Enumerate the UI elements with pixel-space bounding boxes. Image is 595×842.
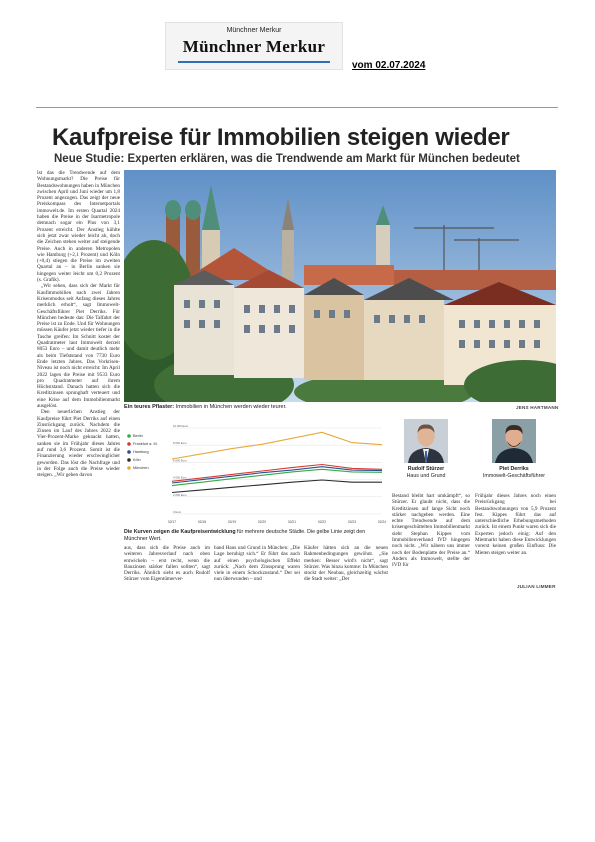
munich-skyline-photo (124, 170, 556, 402)
chart-y-tick-label: 0 Euro (173, 510, 182, 514)
paragraph: band Haus und Grund in München: „Die Lage beruhigt sich.“ Er führt das auch auf einen psychologischen Effekt zurück: „Nach dem Zinssprung waren viele in einem Schockzustand.“ Der sei nun überwunden – und (214, 545, 300, 583)
article-headline: Kaufpreise für Immobilien steigen wieder (52, 124, 510, 151)
chart-x-tick-label: 02/18 (198, 520, 206, 524)
chart-legend-label: Frankfurt a. M. (133, 442, 158, 447)
photo-credit: JENS HARTMANN (516, 405, 559, 410)
price-chart-svg (124, 420, 388, 526)
chart-legend-label: Berlin (133, 434, 143, 439)
chart-legend-marker (127, 466, 131, 470)
photo-caption (124, 404, 454, 410)
chart-legend-marker (127, 442, 131, 446)
chart-x-tick-label: 02/17 (168, 520, 176, 524)
masthead-logo (165, 22, 343, 70)
masthead-underline (178, 61, 330, 63)
person-name: Piet Derriks (499, 466, 529, 472)
chart-y-tick-label: 6.000 Euro (173, 458, 187, 463)
article-column-1 (37, 170, 120, 595)
article-column-6 (475, 493, 556, 556)
chart-legend-marker (127, 434, 131, 438)
masthead-title: Münchner Merkur (182, 37, 326, 56)
chart-y-tick-label: 10.000 Euro (173, 424, 189, 428)
article-column-5 (392, 493, 470, 569)
paragraph: Frühjahr dieses Jahres noch einen Preisrückgang bei Bestandswohnungen von 5,9 Prozent fest. Kippes führt das auf unterschiedliche Erhebungsmethoden zurück. Ist einem Punkt waren sich die Experten jedoch einig: Auf den Mietmarkt haben diese Entwicklungen vorerst keinen großen Einfluss: Die Mieten steigen weiter an. (475, 493, 556, 556)
chart-x-tick-label: 02/24 (378, 520, 386, 524)
article-subheadline: Neue Studie: Experten erklären, was die Trendwende am Markt für München bedeutet (54, 153, 520, 165)
person-name: Rudolf Stürzer (407, 466, 445, 472)
portrait-rudolf-stuerzer (404, 419, 448, 463)
chart-legend-label: Hamburg (133, 450, 149, 455)
chart-caption-text: für mehrere deutsche Städte. Die gelbe Linie zeigt den Münchner Wert. (124, 529, 366, 542)
chart-x-tick-label: 02/20 (258, 520, 266, 524)
issue-date: vom 02.07.2024 (352, 60, 426, 71)
chart-series-line (172, 465, 382, 482)
person-role: Immowelt-Geschäftsführer (482, 473, 546, 479)
portrait-piet-derriks (492, 419, 536, 463)
paragraph: Ist das die Trendwende auf dem Wohnungsmarkt? Die Preise für Bestandswohnungen haben in München zwischen April und Juni wieder um 1,8 Prozent angezogen. Das zeigt der neue Preiskompass des Internetportals immowelt.de. Im ersten Quartal 2024 haben die Preise in der Isarmetropole demnach sogar ein Plus von 3,1 Prozent erreicht. Der Anstieg kühlte sich jetzt zwar wieder leicht ab, doch die Zeichen stehen weiter auf steigende Preise. Auch in anderen Metropolen wie Hamburg (+2,1 Prozent) und Köln (+0,4) stiegen die Preise im zweiten Quartal an – in Berlin sanken sie hingegen weiter leicht um 0,2 Prozent (s. Grafik). (37, 170, 120, 284)
article-column-3 (214, 545, 300, 583)
article-column-2 (124, 545, 210, 583)
article-column-4 (304, 545, 388, 583)
chart-y-tick-label: 8.000 Euro (173, 441, 187, 446)
person-role: Haus und Grund (406, 473, 446, 479)
chart-legend-label: München (133, 466, 149, 471)
chart-legend-label: Köln (133, 458, 141, 463)
paragraph: aus, dass sich die Preise auch im weiteren Jahresverlauf nach oben entwickeln – erst recht, wenn die Bauzinsen stärker fallen sollten“, sagt Derriks. Ähnlich sieht es auch Rudolf Stürzer vom Eigentümerver- (124, 545, 210, 583)
chart-caption-lead: Die Kurven zeigen die Kaufpreisentwicklung (124, 529, 236, 535)
chart-legend-marker (127, 458, 131, 462)
article-author: JULIAN LIMMER (517, 584, 556, 589)
chart-x-tick-label: 02/19 (228, 520, 236, 524)
paragraph: Bestand bleibt hart umkämpft“, so Stürzer. Er glaubt nicht, dass die Kreditzinsen auf lange Sicht noch stärker nachgeben werden. Eine echte Trendwende auf dem krisengeschüttelten Immobilienmarkt sieht Stephan Kippes vom Immobilienverband IVD hingegen noch nicht. „Wir nähern uns immer noch der Bodenplatte der Preise an.“ Anders als Immowelt, stellte der IVD für (392, 493, 470, 569)
chart-series-line (172, 432, 382, 459)
paragraph: Den neuerlichen Anstieg der Kaufpreise führt Piet Derriks auf einen Zinsrückgang zurück. Nachdem die Zinsen im Lauf des Jahres 2022 die Vier-Prozent-Marke geknackt hatten, sanken sie im Frühjahr dieses Jahres auf rund 3,6 Prozent. Somit ist die Finanzierung wieder erschwinglicher geworden. Das löst die Nachfrage und in der Folge auch die Preise wieder steigen. „Wir gehen davon (37, 409, 120, 479)
paragraph: „Wir sehen, dass sich der Markt für Kaufimmobilien nach zwei Jahren Krisenmodus seit Anfang dieses Jahres merklich erholt“, sagt Immowelt-Geschäftsführer Piet Derriks. Für München bedeute das: Die Talfahrt der Preise ist zu Ende. Und für Wohnungen müssen Käufer jetzt wieder tiefer in die Tasche greifen: Im Schnitt kostet der Quadratmeter laut Immowelt derzeit 8053 Euro – und damit deutlich mehr als beim Tiefststand von 7730 Euro Ende letzten Jahres. Das Vorkrisen-Niveau ist noch nicht erreicht: Im April 2022 lagen die Preise mit 9533 Euro pro Quadratmeter auf ihrem Höchststand. Danach hatten sich die Kreditzinsen sprunghaft verteuert und eine Krise auf dem Immobilienmarkt ausgelöst. (37, 283, 120, 409)
chart-x-tick-label: 02/22 (318, 520, 326, 524)
photo-caption-lead: Ein teures Pflaster: (124, 404, 175, 410)
chart-y-tick-label: 2.000 Euro (173, 492, 187, 497)
paragraph: Käufer hätten sich an die neuen Rahmenbedingungen gewöhnt. „Sie merken: Besser wird's nicht“, sagt Stürzer. Was hinzu komme: In München stockt der Neubau, gleichzeitig wächst die Stadt weiter: „Der (304, 545, 388, 583)
price-chart (124, 420, 388, 526)
masthead-small-title: Münchner Merkur (226, 27, 282, 34)
chart-x-tick-label: 02/21 (288, 520, 296, 524)
chart-y-tick-label: 4.000 Euro (173, 475, 187, 480)
header-divider (36, 107, 558, 108)
chart-x-tick-label: 02/23 (348, 520, 356, 524)
chart-legend-marker (127, 450, 131, 454)
chart-caption (124, 529, 388, 542)
photo-caption-text: Immobilien in München werden wieder teurer. (175, 404, 287, 410)
